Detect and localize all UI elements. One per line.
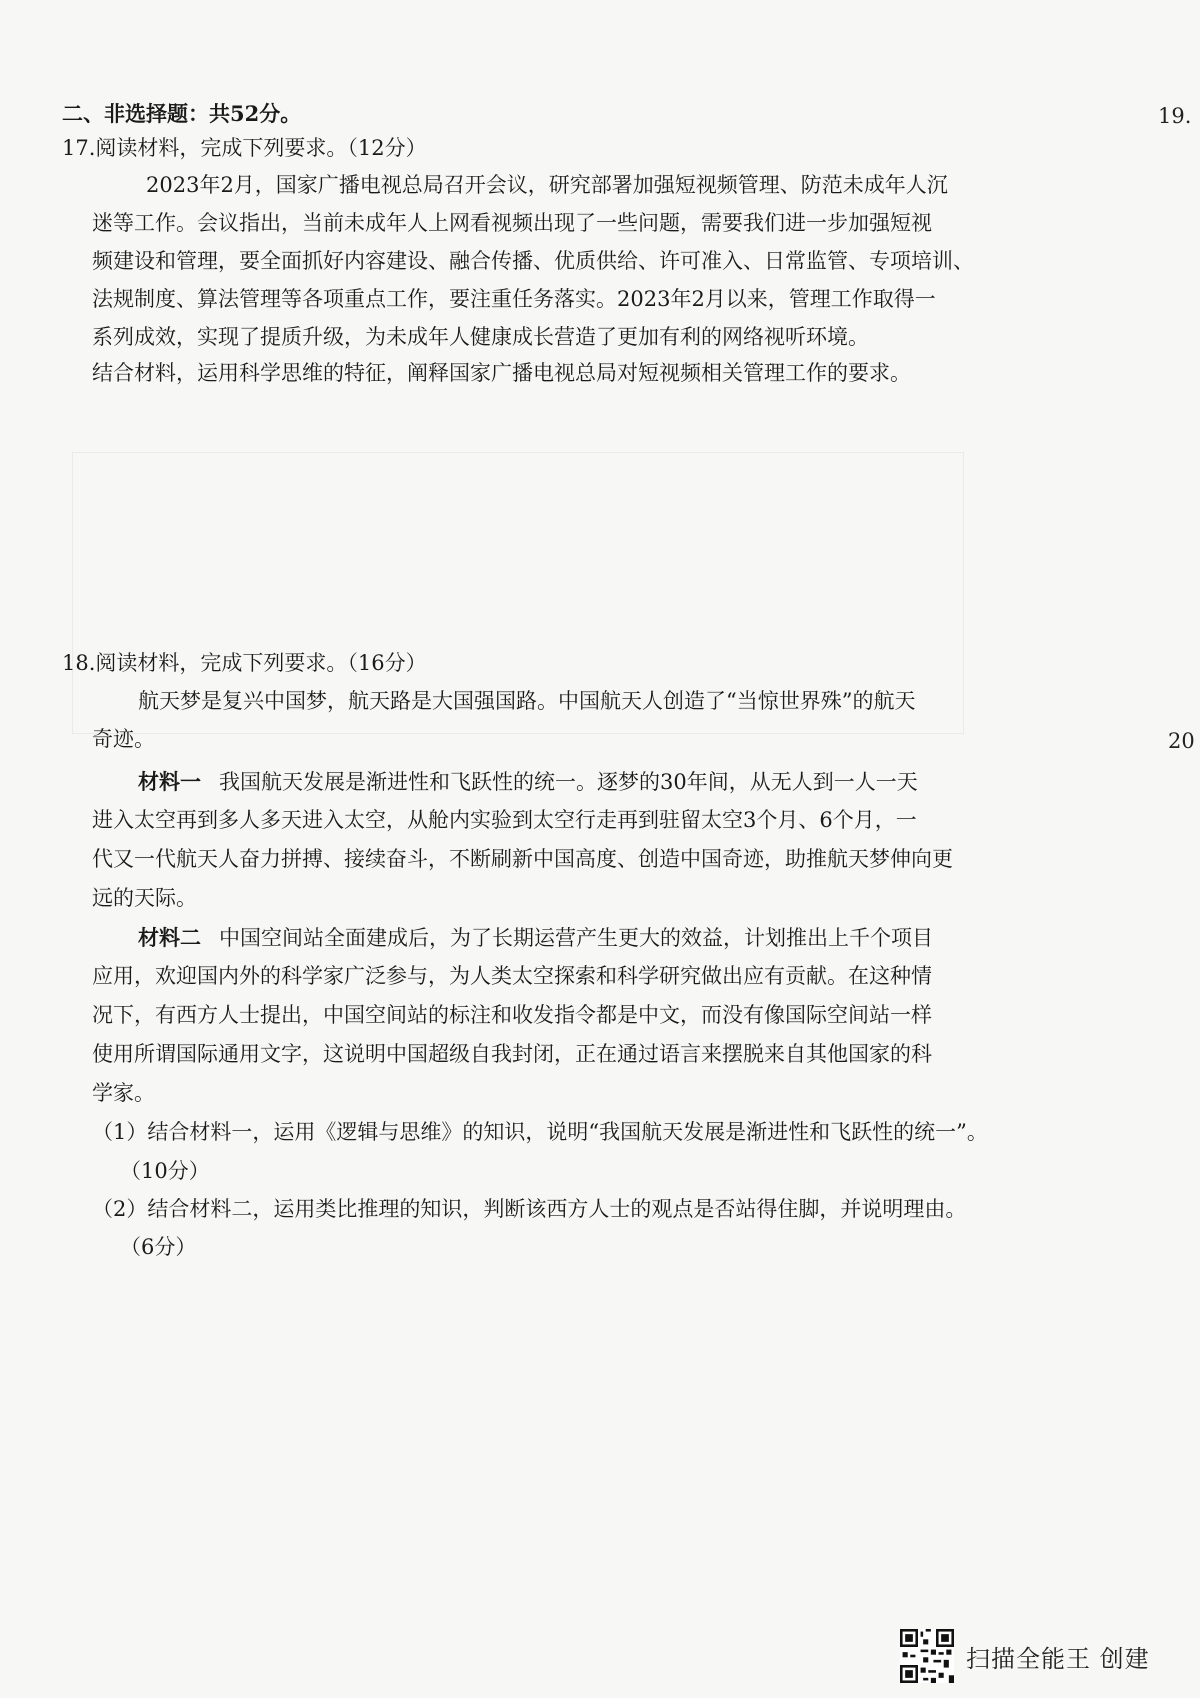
q17-para-line-4: 法规制度、算法管理等各项重点工作，要注重任务落实。2023年2月以来，管理工作取得一 <box>92 287 936 311</box>
q17-para-line-3: 频建设和管理，要全面抓好内容建设、融合传播、优质供给、许可准入、日常监管、专项培训、 <box>92 249 974 273</box>
material-2-text: 中国空间站全面建成后，为了长期运营产生更大的效益，计划推出上千个项目 <box>219 926 933 950</box>
edge-question-number-2: 20 <box>1168 729 1195 753</box>
edge-question-number: 19. <box>1158 104 1192 128</box>
q17-title: 17.阅读材料，完成下列要求。（12分） <box>62 136 427 160</box>
q17-para-line-2: 迷等工作。会议指出，当前未成年人上网看视频出现了一些问题，需要我们进一步加强短视 <box>92 211 932 235</box>
q17-para-line-5: 系列成效，实现了提质升级，为未成年人健康成长营造了更加有利的网络视听环境。 <box>92 325 869 349</box>
q17-para-line-1: 2023年2月，国家广播电视总局召开会议，研究部署加强短视频管理、防范未成年人沉 <box>146 173 948 197</box>
material-2-line-5: 学家。 <box>92 1081 155 1105</box>
material-1-line-3: 代又一代航天人奋力拼搏、接续奋斗，不断刷新中国高度、创造中国奇迹，助推航天梦伸向更 <box>92 847 953 871</box>
material-1-line-1 <box>138 771 918 793</box>
sub-question-2: （2）结合材料二，运用类比推理的知识，判断该西方人士的观点是否站得住脚，并说明理由。 <box>92 1197 967 1221</box>
q17-task: 结合材料，运用科学思维的特征，阐释国家广播电视总局对短视频相关管理工作的要求。 <box>92 361 911 385</box>
material-2-line-4: 使用所谓国际通用文字，这说明中国超级自我封闭，正在通过语言来摆脱来自其他国家的科 <box>92 1042 932 1066</box>
material-2-line-2: 应用，欢迎国内外的科学家广泛参与，为人类太空探索和科学研究做出应有贡献。在这种情 <box>92 964 932 988</box>
material-1-line-4: 远的天际。 <box>92 886 197 910</box>
watermark-text: 扫描全能王 创建 <box>966 1644 1150 1673</box>
section-header: 二、非选择题：共52分。 <box>62 101 302 126</box>
scanner-watermark <box>900 1628 1150 1684</box>
q18-title: 18.阅读材料，完成下列要求。（16分） <box>62 651 427 675</box>
sub-question-1-score: （10分） <box>120 1159 210 1183</box>
sub-question-2-score: （6分） <box>120 1235 197 1259</box>
material-1-line-2: 进入太空再到多人多天进入太空，从舱内实验到太空行走再到驻留太空3个月、6个月，一 <box>92 808 917 832</box>
sub-question-1: （1）结合材料一，运用《逻辑与思维》的知识，说明“我国航天发展是渐进性和飞跃性的统一”。 <box>92 1120 988 1144</box>
material-2-label: 材料二 <box>138 925 201 950</box>
qr-code-icon <box>900 1629 954 1683</box>
q18-intro-line-1: 航天梦是复兴中国梦，航天路是大国强国路。中国航天人创造了“当惊世界殊”的航天 <box>138 689 916 713</box>
material-2-line-1 <box>138 927 933 949</box>
material-2-line-3: 况下，有西方人士提出，中国空间站的标注和收发指令都是中文，而没有像国际空间站一样 <box>92 1003 932 1027</box>
material-1-text: 我国航天发展是渐进性和飞跃性的统一。逐梦的30年间，从无人到一人一天 <box>219 770 918 794</box>
material-1-label: 材料一 <box>138 769 201 794</box>
q18-intro-line-2: 奇迹。 <box>92 727 155 751</box>
